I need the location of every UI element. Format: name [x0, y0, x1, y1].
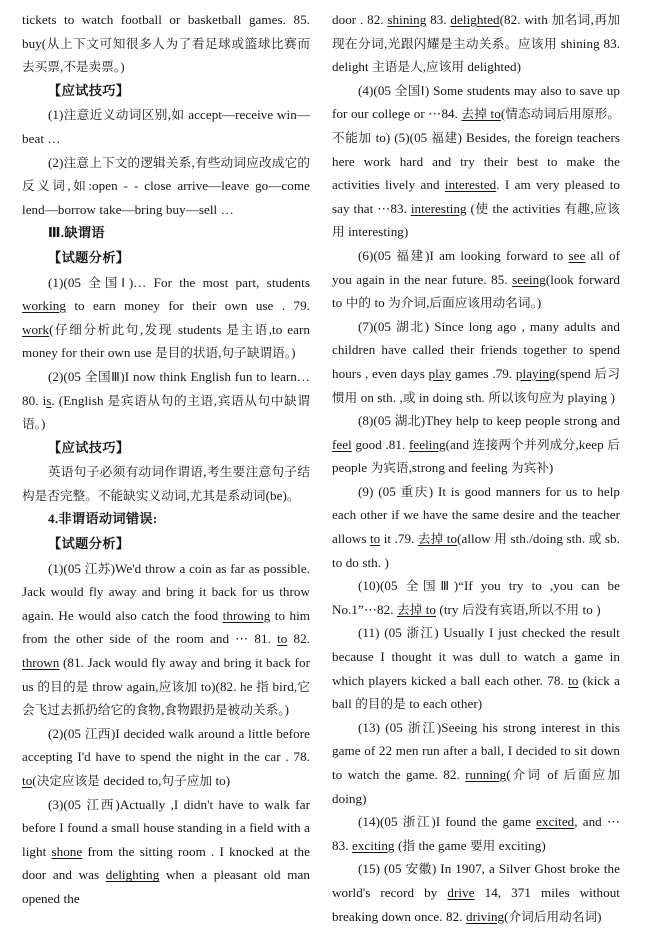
cjk-run: 情态动词后用原形。不能加 — [332, 106, 620, 145]
cjk-run: Ⅲ — [48, 226, 61, 242]
cjk-run: 江西 — [86, 796, 116, 812]
body-paragraph: (6)(05 福建)I am looking forward to see all of you again in the near future. 85. seeing(look forward to 中的 to 为介词,后面应该用动名词。) — [332, 247, 620, 311]
cjk-run: 缺谓语 — [64, 226, 105, 242]
body-paragraph: (2)(05 江西)I decided walk around a little before accepting I'd have to spend the night in the car . 78. to(决定应该是 decided to,句子应加 to) — [22, 725, 310, 788]
cjk-run: 它会飞过去抓扔给它的食物 — [22, 678, 310, 718]
body-paragraph: (1)(05 江苏)We'd throw a coin as far as possible. Jack would fly away and bring it back for us throw again. He would also catch the food throwing to him from the other side of the room and ⋯ 81. to 82. thrown (81. Jack would fly away and bring it back for us 的目的是 throw again,应该加 to)(82. he 指 bird,它会飞过去抓扔给它的食物,食物跟扔是被动关系。) — [22, 560, 311, 718]
answer-underline: shining — [387, 12, 427, 27]
answer-underline: shone — [51, 843, 83, 859]
cjk-run: 全国Ⅰ — [394, 82, 425, 98]
cjk-run: 为介词 — [388, 295, 427, 311]
answer-underline: excited — [536, 814, 575, 830]
answer-underline: s — [46, 392, 52, 408]
cjk-run: 使 — [474, 200, 489, 216]
cjk-run: 指 — [402, 837, 416, 853]
body-paragraph: (10)(05 全国Ⅲ)“If you try to ,you can be No.1”⋯82. 去掉 to (try 后没有宾语,所以不用 to ) — [332, 578, 621, 617]
answer-underline: interesting — [410, 200, 467, 216]
answer-underline: to — [369, 531, 381, 547]
cjk-run: 【试题分析】 — [48, 250, 130, 266]
cjk-run: 安徽 — [405, 861, 432, 877]
cjk-run: 福建 — [396, 247, 426, 263]
cjk-run: 为宾语 — [370, 460, 409, 476]
cjk-run: 句子应加 — [161, 773, 213, 788]
answer-underline: drive — [447, 884, 475, 900]
cjk-run: 应该用 — [426, 59, 464, 75]
body-paragraph: (11) (05 浙江) Usually I just checked the result because I thought it was dull to watch a game in which players kicked a ball each other. 78. to (kick a ball 的目的是 to each other) — [332, 625, 620, 712]
cjk-run: 宾语从句中缺谓语。 — [22, 392, 310, 432]
answer-underline: working — [22, 298, 66, 314]
answer-underline: to — [22, 773, 33, 788]
cjk-run: 全国Ⅰ — [88, 274, 129, 290]
cjk-run: 介词 — [510, 767, 542, 782]
cjk-run: 主语是人 — [372, 59, 423, 75]
answer-underline: seeing — [512, 271, 546, 287]
cjk-run: 全国Ⅲ — [405, 578, 454, 594]
cjk-run: 注意上下文的逻辑关系 — [63, 154, 192, 170]
cjk-run: 的目的是 — [37, 678, 89, 694]
answer-underline: to — [568, 672, 579, 688]
body-paragraph: (7)(05 湖北) Since long ago , many adults and children have called their friends together to spend hours , even days play games .79. playing(spend 后习惯用 on sth. ,或 in doing sth. 所以该句应为 playing ) — [332, 318, 620, 405]
cjk-run: 非谓语动词错误 — [58, 512, 153, 528]
cjk-run: 后没有宾语 — [461, 601, 526, 617]
answer-underline: to — [277, 631, 288, 647]
answer-underline: running — [465, 767, 507, 782]
cjk-run: 去掉 — [461, 106, 487, 122]
answer-underline: delighting — [105, 867, 160, 883]
cjk-run: 应该用 — [332, 200, 621, 240]
cjk-run: 江苏 — [84, 560, 111, 576]
section-subheading: 4.非谓语动词错误: — [48, 511, 158, 528]
body-paragraph: (9) (05 重庆) It is good manners for us to help each other if we have the same desire and the teacher allows to it .79. 去掉 to(allow 用 sth./doing sth. 或 sb. to do sth. ) — [332, 483, 620, 570]
cjk-run: 去掉 — [417, 531, 444, 547]
cjk-run: 。 — [286, 487, 300, 503]
cjk-run: 考生要注意句子结构是否完整。不能缺实义动词 — [22, 464, 310, 503]
cjk-run: 后面应加 — [563, 767, 620, 782]
cjk-run: 后 — [607, 436, 621, 452]
answer-underline: delighted — [450, 12, 500, 27]
cjk-run: 尤其是系动词 — [189, 487, 266, 503]
cjk-run: 决定应该是 — [36, 773, 100, 788]
cjk-run: 所以该句应为 — [488, 389, 565, 405]
cjk-run: 用 — [494, 531, 507, 547]
cjk-run: 福建 — [431, 129, 458, 145]
cjk-run: 不是卖票。 — [63, 59, 121, 75]
answer-underline: work — [22, 321, 50, 337]
section-heading — [22, 436, 310, 461]
cjk-run: 如 — [70, 178, 89, 194]
cjk-run: 【应试技巧】 — [48, 83, 130, 99]
answer-underline: exciting — [351, 837, 395, 853]
cjk-run: 江西 — [84, 725, 111, 741]
body-paragraph: (1)(05 全国Ⅰ)… For the most part, students working to earn money for their own use . 79. work(仔细分析此句,发现 students 是主语,to earn money for their own use 是目的状语,句子缺谓语。) — [22, 274, 311, 361]
answer-underline: 去掉 to — [417, 531, 458, 547]
cjk-run: 指 — [256, 678, 269, 694]
cjk-run: 要用 — [470, 837, 496, 853]
section-heading — [22, 532, 310, 557]
cjk-run: 浙江 — [402, 814, 432, 830]
answer-underline: driving — [465, 908, 505, 924]
left-text-column — [22, 8, 310, 911]
cjk-run: 英语句子必须有动词作谓语 — [48, 464, 204, 480]
cjk-run: 或 — [588, 531, 602, 547]
cjk-run: 介词后用动名词 — [508, 908, 598, 924]
section-subheading: Ⅲ.缺谓语 — [48, 225, 105, 242]
cjk-run: 或 — [402, 389, 416, 405]
cjk-run: 浙江 — [406, 625, 435, 641]
cjk-run: 后习惯用 — [332, 365, 620, 405]
cjk-run: 中的 — [345, 295, 372, 311]
right-text-column — [332, 8, 620, 928]
cjk-run: 仔细分析此句 — [53, 321, 140, 337]
answer-underline: feel — [332, 436, 352, 452]
cjk-run: 浙江 — [408, 719, 437, 735]
cjk-run: 去掉 — [396, 601, 423, 617]
cjk-run: 【应试技巧】 — [48, 440, 130, 456]
cjk-run: 为宾补 — [510, 460, 549, 476]
cjk-run: 句子缺谓语。 — [221, 345, 292, 361]
body-paragraph: (8)(05 湖北)They help to keep people strong and feel good .81. feeling(and 连接两个并列成分,keep 后 people 为宾语,strong and feeling 为宾补) — [332, 413, 621, 476]
answer-underline: see — [568, 247, 586, 263]
cjk-run: 后面应该用动名词。 — [429, 295, 537, 311]
cjk-run: 是宾语从句的主语 — [107, 392, 214, 408]
cjk-run: 重庆 — [400, 483, 429, 499]
cjk-run: 湖北 — [394, 413, 421, 429]
cjk-run: 从上下文可知很多人为了看足球或篮球比赛而去买票 — [22, 35, 310, 75]
answer-underline: 去掉 to — [461, 106, 501, 122]
body-paragraph: 英语句子必须有动词作谓语,考生要注意句子结构是否完整。不能缺实义动词,尤其是系动词(be)。 — [22, 464, 310, 503]
cjk-run: 注意近义动词区别 — [63, 107, 168, 123]
cjk-run: 应该加 — [158, 678, 198, 694]
answer-underline: playing — [515, 365, 556, 381]
cjk-run: 全国Ⅲ — [84, 368, 121, 384]
body-paragraph: (3)(05 江西)Actually ,I didn't have to walk far before I found a small house standing in a field with a light shone from the sitting room . I knocked at the door and was delighting when a pleasant old man opened the — [22, 796, 310, 906]
cjk-run: 加名词 — [551, 12, 591, 27]
body-paragraph: (2)(05 全国Ⅲ)I now think English fun to learn…80. is. (English 是宾语从句的主语,宾语从句中缺谓语。) — [22, 368, 311, 432]
answer-underline: feeling — [408, 436, 446, 452]
answer-underline: 去掉 to — [396, 601, 436, 617]
cjk-run: 【试题分析】 — [48, 537, 130, 553]
cjk-run: 的目的是 — [355, 696, 406, 712]
cjk-run: 有趣 — [564, 200, 591, 216]
body-paragraph: door . 82. shining 83. delighted(82. with 加名词,再加现在分词,光跟闪耀是主动关系。应该用 shining 83. delight 主语是人,应该用 delighted) — [332, 12, 620, 75]
cjk-run: 是目的状语 — [154, 345, 219, 361]
cjk-run: 所以不用 — [528, 601, 580, 617]
cjk-run: 如 — [171, 107, 185, 123]
cjk-run: 有些动词应改成它的反义词 — [22, 154, 311, 194]
body-paragraph: (15) (05 安徽) In 1907, a Silver Ghost broke the world's record by drive 14, 371 miles without breaking down once. 82. driving(介词后用动名词) — [332, 861, 620, 924]
answer-underline: thrown — [22, 655, 60, 671]
body-paragraph: (2)注意上下文的逻辑关系,有些动词应改成它的反义词,如:open - - close arrive—leave go—come lend—borrow take—bring buy—sell … — [22, 154, 311, 217]
body-paragraph: (1)注意近义动词区别,如 accept—receive win—beat … — [22, 107, 310, 146]
body-paragraph: tickets to watch football or basketball games. 85. buy(从上下文可知很多人为了看足球或篮球比赛而去买票,不是卖票。) — [22, 12, 310, 75]
cjk-run: 发现 — [143, 321, 174, 337]
cjk-run: 再加现在分词 — [332, 12, 620, 51]
answer-underline: interested — [444, 177, 497, 193]
body-paragraph: (14)(05 浙江)I found the game excited, and ⋯83. exciting (指 the game 要用 exciting) — [332, 814, 621, 853]
section-heading — [22, 246, 310, 271]
answer-underline: throwing — [222, 607, 271, 623]
body-paragraph: (13) (05 浙江)Seeing his strong interest in this game of 22 men run after a ball, I decided to sit down to watch the game. 82. running(介词 of 后面应加 doing) — [332, 719, 620, 806]
answer-underline: play — [428, 365, 452, 381]
cjk-run: 是主语 — [226, 321, 269, 337]
cjk-run: 食物跟扔是被动关系。 — [164, 702, 285, 718]
cjk-run: 湖北 — [396, 318, 425, 334]
cjk-run: 光跟闪耀是主动关系。应该用 — [387, 35, 557, 51]
section-heading — [22, 79, 310, 104]
cjk-run: 连接两个并列成分 — [472, 436, 576, 452]
body-paragraph: (4)(05 全国Ⅰ) Some students may also to save up for our college or ⋯84. 去掉 to(情态动词后用原形。不能加 to) (5)(05 福建) Besides, the foreign teachers here work hard and try their best to make the activities lively and interested. I am very pleased to say that ⋯83. interesting (使 the activities 有趣,应该用 interesting) — [332, 82, 621, 240]
